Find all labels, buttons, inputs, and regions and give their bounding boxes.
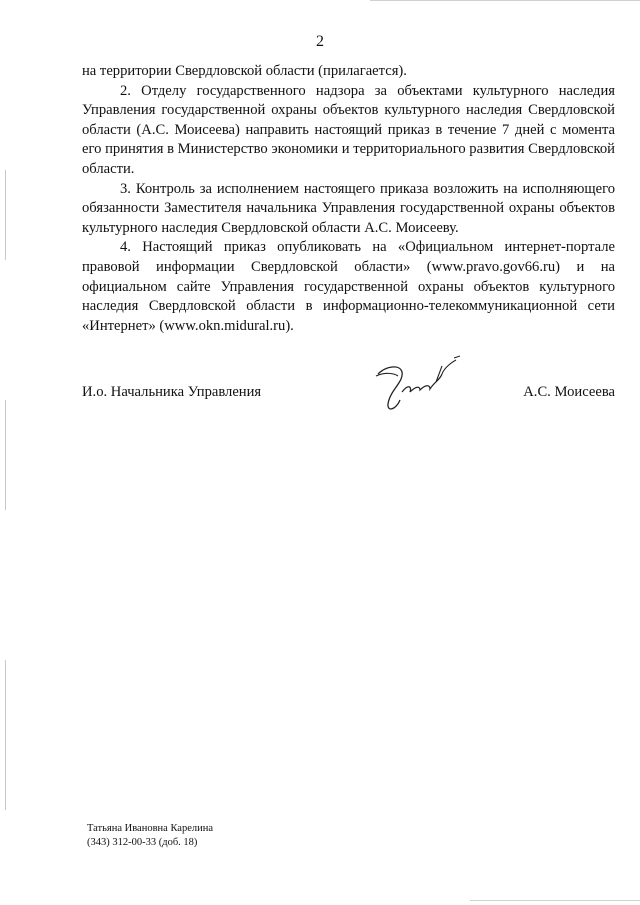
scan-left-edge-mark: [5, 400, 6, 510]
handwritten-signature: [372, 352, 467, 422]
paragraph-item-2: 2. Отделу государственного надзора за объектами культурного наследия Управления государственной охраны объектов культурного наследия Свердловской области (А.С. Моисеева) направить настоящий приказ в течение 7 дней с момента его принятия в Министерство экономики и территориального развития Свердловской области.: [82, 82, 615, 177]
signatory-title: И.о. Начальника Управления: [82, 384, 262, 400]
scan-left-edge-mark: [5, 170, 6, 260]
scan-left-edge-mark: [5, 660, 6, 810]
executor-contact: [87, 822, 213, 850]
scan-top-edge: [370, 0, 640, 1]
paragraph-item-4: 4. Настоящий приказ опубликовать на «Официальном интернет-портале правовой информации Свердловской области» (www.pravo.gov66.ru) и на официальном сайте Управления государственной охраны объектов культурного наследия Свердловской области в информационно-телекоммуникационной сети «Интернет» (www.okn.midural.ru).: [82, 239, 615, 334]
executor-name: Татьяна Ивановна Карелина: [87, 823, 214, 834]
signatory-name: А.С. Моисеева: [523, 384, 615, 400]
paragraph-item-3: 3. Контроль за исполнением настоящего приказа возложить на исполняющего обязанности Заместителя начальника Управления государственной охраны объектов культурного наследия Свердловской области А.С. Моисееву.: [82, 180, 615, 236]
executor-phone: (343) 312-00-33 (доб. 18): [87, 837, 198, 848]
page-number: 2: [316, 33, 324, 50]
document-body: [82, 62, 615, 336]
paragraph-continuation: на территории Свердловской области (прилагается).: [82, 63, 407, 79]
scan-bottom-edge: [470, 900, 640, 901]
